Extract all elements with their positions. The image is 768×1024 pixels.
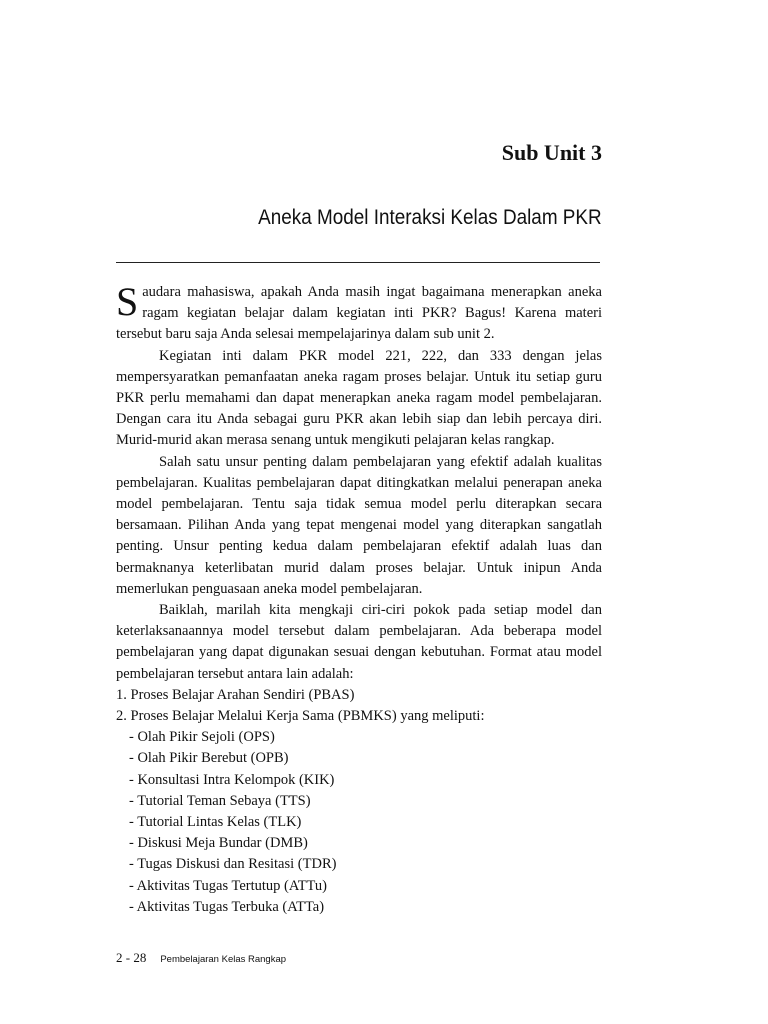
footer-book-title: Pembelajaran Kelas Rangkap — [160, 954, 287, 965]
sub-unit-heading: Sub Unit 3 — [501, 140, 602, 165]
drop-cap: S — [116, 279, 139, 324]
list-subitem: - Olah Pikir Berebut (OPB) — [129, 750, 289, 767]
paragraph-intro — [116, 279, 602, 346]
list-item: 2. Proses Belajar Melalui Kerja Sama (PBMKS) yang meliputi: — [116, 708, 485, 725]
section-title: Aneka Model Interaksi Kelas Dalam PKR — [258, 206, 602, 229]
paragraph-intro-text: audara mahasiswa, apakah Anda masih ingat bagaimana menerapkan aneka ragam kegiatan belajar dalam kegiatan inti PKR? Bagus! Karena materi tersebut baru saja Anda selesai mempelajarinya dalam sub unit 2. — [116, 284, 602, 343]
paragraph-2: Kegiatan inti dalam PKR model 221, 222, dan 333 dengan jelas mempersyaratkan pemanfaatan aneka ragam proses belajar. Untuk itu setiap guru PKR perlu memahami dan dapat menerapkan aneka ragam model pembelajaran. Dengan cara itu Anda sebagai guru PKR akan lebih siap dan lebih percaya diri. Murid-murid akan merasa senang untuk mengikuti pelajaran kelas rangkap. — [116, 347, 602, 449]
list-subitem: - Konsultasi Intra Kelompok (KIK) — [129, 771, 335, 788]
list-subitem: - Tutorial Lintas Kelas (TLK) — [129, 814, 302, 831]
paragraph-3: Salah satu unsur penting dalam pembelajaran yang efektif adalah kualitas pembelajaran. Kualitas pembelajaran dapat ditingkatkan melalui penerapan aneka model pembelajaran. Tentu saja tidak semua model perlu diterapkan secara bersamaan. Pilihan Anda yang tepat mengenai model yang diterapkan sangatlah penting. Unsur penting kedua dalam pembelajaran efektif adalah luas dan bermaknanya keterlibatan murid dalam proses belajar. Untuk inipun Anda memerlukan penguasaan aneka model pembelajaran. — [116, 453, 602, 597]
model-list — [116, 685, 602, 918]
list-subitem: - Tugas Diskusi dan Resitasi (TDR) — [129, 856, 337, 873]
list-subitem: - Olah Pikir Sejoli (OPS) — [129, 729, 275, 746]
list-subitem: - Aktivitas Tugas Terbuka (ATTa) — [129, 898, 325, 915]
paragraph-4: Baiklah, marilah kita mengkaji ciri-ciri pokok pada setiap model dan keterlaksanaannya model tersebut dalam pembelajaran. Ada beberapa model pembelajaran yang dapat digunakan sesuai dengan kebutuhan. Format atau model pembelajaran tersebut antara lain adalah: — [116, 602, 602, 682]
list-subitem: - Aktivitas Tugas Tertutup (ATTu) — [129, 877, 327, 894]
body-text — [116, 279, 602, 918]
list-subitem: - Tutorial Teman Sebaya (TTS) — [129, 792, 311, 809]
list-item: 1. Proses Belajar Arahan Sendiri (PBAS) — [116, 686, 355, 703]
page-number: 2 - 28 — [116, 950, 147, 965]
title-divider — [116, 262, 600, 263]
page-footer — [116, 950, 286, 966]
list-subitem: - Diskusi Meja Bundar (DMB) — [129, 835, 308, 852]
